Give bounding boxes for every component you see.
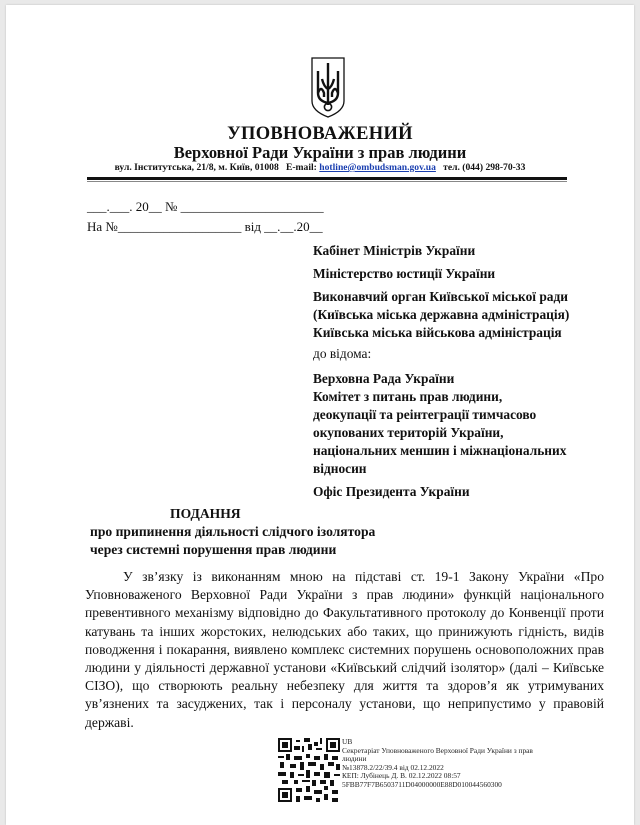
outgoing-number-field: ___.___. 20__ № ______________________ <box>87 199 324 214</box>
phone-text: тел. (044) 298-70-33 <box>443 162 526 173</box>
document-body <box>85 568 604 732</box>
addressee-kyiv-executive: Виконавчий орган Київської міської ради <box>313 289 568 304</box>
addressee-committee-line3: окупованих територій України, <box>313 425 504 440</box>
electronic-signature-stamp <box>342 738 533 790</box>
header-divider-thin <box>87 181 567 182</box>
stamp-code: UB <box>342 737 353 746</box>
document-subject-line2: через системні порушення прав людини <box>90 542 337 557</box>
letterhead-title: УПОВНОВАЖЕНИЙ <box>227 124 413 144</box>
addressee-committee-line2: деокупації та реінтеграції тимчасово <box>313 407 537 422</box>
tryzub-coat-of-arms-icon <box>311 57 345 118</box>
addressee-committee-line5: відносин <box>313 461 367 476</box>
document-subject-line1: про припинення діяльності слідчого ізолятора <box>90 524 376 539</box>
stamp-signer: КЕП: Лубінець Д. В. 02.12.2022 08:57 <box>342 771 461 781</box>
document-type-heading: ПОДАННЯ <box>170 506 241 521</box>
addressee-president-office: Офіс Президента України <box>313 484 470 499</box>
qr-code-icon <box>278 738 340 802</box>
addressee-cabinet: Кабінет Міністрів України <box>313 243 476 258</box>
email-label: E-mail: <box>285 162 317 173</box>
stamp-organization: Секретаріат Уповноваженого Верховної Ради України з прав <box>342 745 533 755</box>
incoming-date: від __.__.20__ <box>244 219 323 234</box>
addressee-kyiv-state-admin: (Київська міська державна адміністрація) <box>313 307 570 322</box>
stamp-reg-number: №13878.2/22/39.4 від 02.12.2022 <box>342 762 444 772</box>
email-link[interactable]: hotline@ombudsman.gov.ua <box>319 162 436 173</box>
incoming-reference-field <box>87 219 323 235</box>
addressee-committee-line1: Комітет з питань прав людини, <box>313 389 503 404</box>
header-divider <box>87 177 567 180</box>
addressee-kyiv-military-admin: Київська міська військова адміністрація <box>313 325 562 340</box>
addressee-ministry-justice: Міністерство юстиції України <box>313 266 496 281</box>
incoming-prefix: На № <box>87 219 118 234</box>
for-info-label: до відома: <box>313 346 372 361</box>
stamp-hash: 5FBB77F7B6503711D04000000E88D010044560300 <box>342 779 502 789</box>
address-text: вул. Інститутська, 21/8, м. Київ, 01008 <box>114 162 279 173</box>
addressee-committee-line4: національних меншин і міжнаціональних <box>313 443 567 458</box>
stamp-organization-cont: людини <box>342 754 367 764</box>
body-paragraph: У зв’язку із виконанням мною на підставі ст. 19-1 Закону України «Про Уповноваженого Верховної Ради України з прав людини» функцій національного превентивного механізму відповідно до Факультативного протоколу до Конвенції проти катувань та інших жорстоких, нелюдських або таких, що принижують гідність, видів поводження і покарання, виявлено комплекс системних порушень основоположних прав людини у діяльності державної установи «Київський слідчий ізолятор» (далі – Київське СІЗО), що створюють реальну небезпеку для життя та здоров’я як утримуваних ув’язнених та засуджених, так і персоналу установи, що неприпустимо у правовій державі. <box>85 569 604 730</box>
letterhead-subtitle: Верховної Ради України з прав людини <box>173 143 467 162</box>
letterhead-contact <box>0 162 640 173</box>
incoming-blank: ___________________ <box>117 219 242 234</box>
addressee-verkhovna-rada: Верховна Рада України <box>313 371 455 386</box>
